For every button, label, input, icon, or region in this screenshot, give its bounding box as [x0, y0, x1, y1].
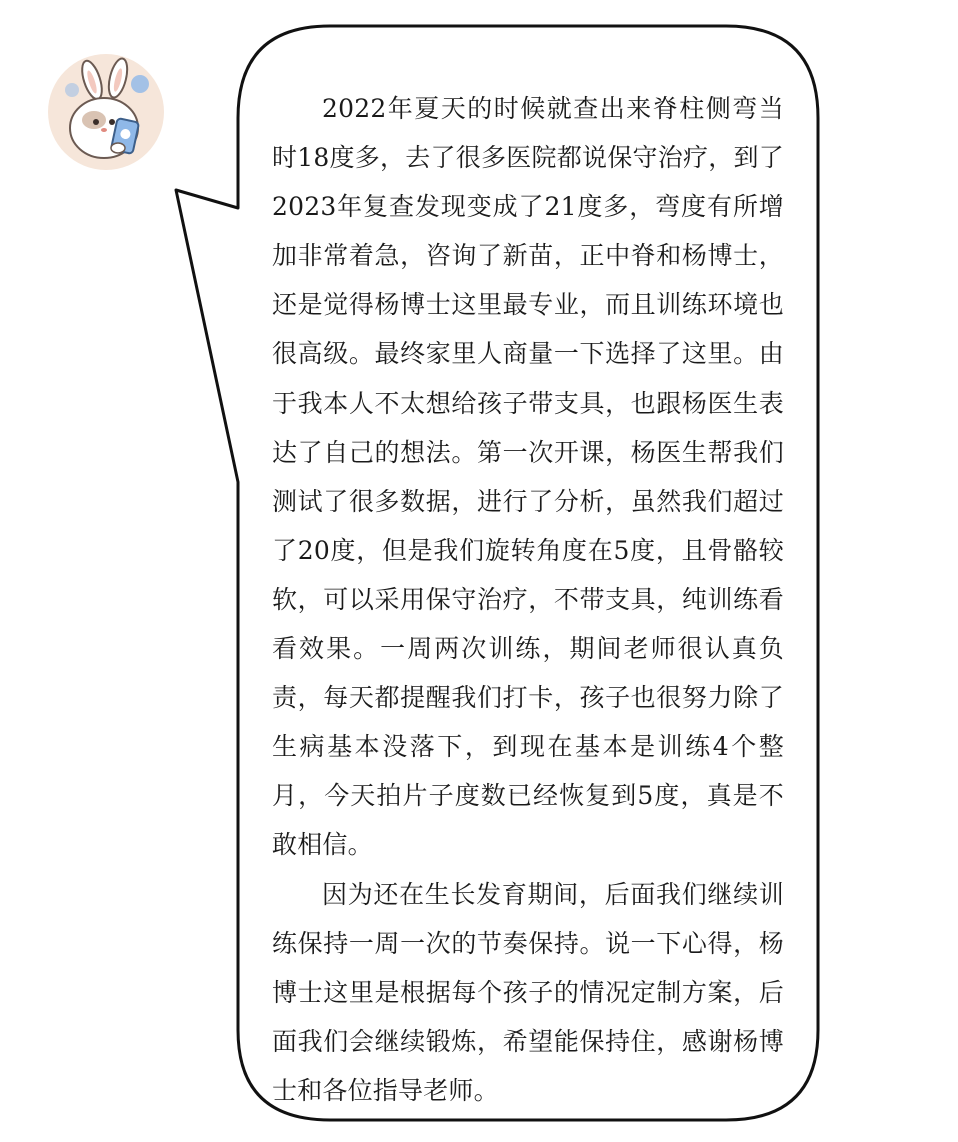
bunny-holding-phone-avatar-icon	[44, 50, 168, 174]
paragraph-1: 2022年夏天的时候就查出来脊柱侧弯当时18度多，去了很多医院都说保守治疗，到了2023年复查发现变成了21度多，弯度有所增加非常着急，咨询了新苗，正中脊和杨博士，还是觉得杨博士这里最专业，而且训练环境也很高级。最终家里人商量一下选择了这里。由于我本人不太想给孩子带支具，也跟杨医生表达了自己的想法。第一次开课，杨医生帮我们测试了很多数据，进行了分析，虽然我们超过了20度，但是我们旋转角度在5度，且骨骼较软，可以采用保守治疗，不带支具，纯训练看看效果。一周两次训练，期间老师很认真负责，每天都提醒我们打卡，孩子也很努力除了生病基本没落下，到现在基本是训练4个整月，今天拍片子度数已经恢复到5度，真是不敢相信。	[272, 94, 784, 860]
avatar	[44, 50, 168, 174]
paragraph-2: 因为还在生长发育期间，后面我们继续训练保持一周一次的节奏保持。说一下心得，杨博士这里是根据每个孩子的情况定制方案，后面我们会继续锻炼，希望能保持住，感谢杨博士和各位指导老师。	[272, 879, 784, 1105]
speech-bubble-text	[272, 84, 784, 1115]
